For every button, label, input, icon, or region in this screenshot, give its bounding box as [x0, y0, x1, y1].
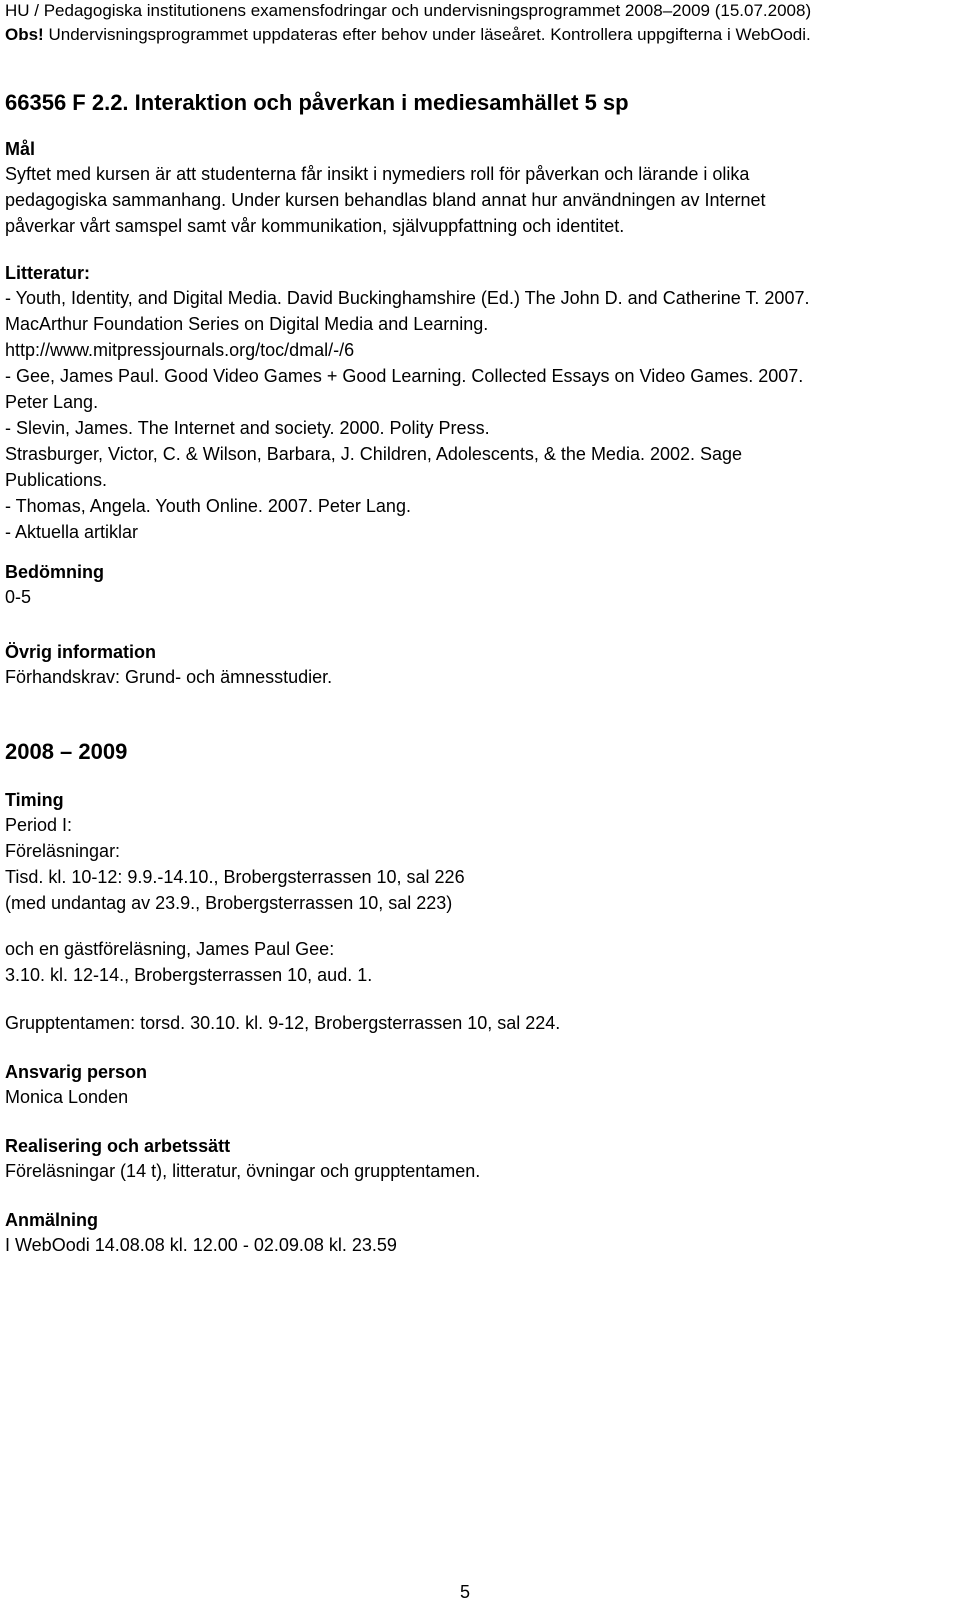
timing-line: Tisd. kl. 10-12: 9.9.-14.10., Brobergsterrassen 10, sal 226: [5, 867, 465, 887]
guest-lecture-line: 3.10. kl. 12-14., Brobergsterrassen 10, aud. 1.: [5, 965, 373, 985]
literature-line: Publications.: [5, 470, 108, 490]
timing-line: Period I:: [5, 815, 73, 835]
section-heading-registration: Anmälning: [5, 1210, 98, 1230]
academic-year-heading: 2008 – 2009: [5, 739, 128, 764]
goals-line: Syftet med kursen är att studenterna får insikt i nymediers roll för påverkan och lärande i olika: [5, 164, 750, 184]
implementation-value: Föreläsningar (14 t), litteratur, övningar och grupptentamen.: [5, 1161, 481, 1181]
goals-line: pedagogiska sammanhang. Under kursen behandlas bland annat hur användningen av Internet: [5, 190, 766, 210]
other-info-value: Förhandskrav: Grund- och ämnesstudier.: [5, 667, 333, 687]
other-info-section: [5, 640, 935, 690]
literature-line: Strasburger, Victor, C. & Wilson, Barbara, J. Children, Adolescents, & the Media. 2002. Sage: [5, 444, 743, 464]
responsible-person-section: [5, 1060, 935, 1110]
timing-line: Föreläsningar:: [5, 841, 121, 861]
literature-line: - Gee, James Paul. Good Video Games + Good Learning. Collected Essays on Video Games. 2007.: [5, 366, 804, 386]
assessment-section: [5, 560, 935, 610]
page-number: 5: [460, 1582, 471, 1602]
section-heading-assessment: Bedömning: [5, 562, 104, 582]
literature-section: [5, 261, 935, 545]
notice-text: Undervisningsprogrammet uppdateras efter behov under läseåret. Kontrollera uppgifterna i WebOodi.: [43, 25, 811, 44]
implementation-section: [5, 1134, 935, 1184]
literature-line: - Youth, Identity, and Digital Media. David Buckinghamshire (Ed.) The John D. and Catherine T. 2007.: [5, 288, 810, 308]
literature-line: - Thomas, Angela. Youth Online. 2007. Peter Lang.: [5, 496, 411, 516]
update-notice: [5, 24, 811, 46]
literature-link[interactable]: http://www.mitpressjournals.org/toc/dmal/-/6: [5, 340, 355, 360]
literature-line: - Aktuella artiklar: [5, 522, 139, 542]
literature-line: MacArthur Foundation Series on Digital Media and Learning.: [5, 314, 489, 334]
literature-line: - Slevin, James. The Internet and society. 2000. Polity Press.: [5, 418, 490, 438]
timing-line: (med undantag av 23.9., Brobergsterrassen 10, sal 223): [5, 893, 453, 913]
section-heading-timing: Timing: [5, 790, 64, 810]
section-heading-literature: Litteratur:: [5, 263, 90, 283]
section-heading-implementation: Realisering och arbetssätt: [5, 1136, 231, 1156]
goals-section: [5, 137, 935, 239]
guest-lecture-line: och en gästföreläsning, James Paul Gee:: [5, 939, 335, 959]
section-heading-goals: Mål: [5, 139, 36, 159]
section-heading-responsible: Ansvarig person: [5, 1062, 148, 1082]
guest-lecture: [5, 936, 935, 988]
timing-section: [5, 788, 935, 916]
section-heading-other-info: Övrig information: [5, 642, 157, 662]
registration-value: I WebOodi 14.08.08 kl. 12.00 - 02.09.08 kl. 23.59: [5, 1235, 397, 1255]
assessment-value: 0-5: [5, 587, 32, 607]
notice-label: Obs!: [5, 25, 44, 44]
group-exam: [5, 1010, 935, 1036]
goals-line: påverkar vårt samspel samt vår kommunikation, självuppfattning och identitet.: [5, 216, 625, 236]
literature-line: Peter Lang.: [5, 392, 99, 412]
course-title: 66356 F 2.2. Interaktion och påverkan i mediesamhället 5 sp: [5, 90, 629, 115]
document-header: HU / Pedagogiska institutionens examensfodringar och undervisningsprogrammet 2008–2009 (15.07.2008): [5, 1, 812, 20]
group-exam-line: Grupptentamen: torsd. 30.10. kl. 9-12, Brobergsterrassen 10, sal 224.: [5, 1013, 561, 1033]
registration-section: [5, 1208, 935, 1258]
responsible-person-name: Monica Londen: [5, 1087, 129, 1107]
